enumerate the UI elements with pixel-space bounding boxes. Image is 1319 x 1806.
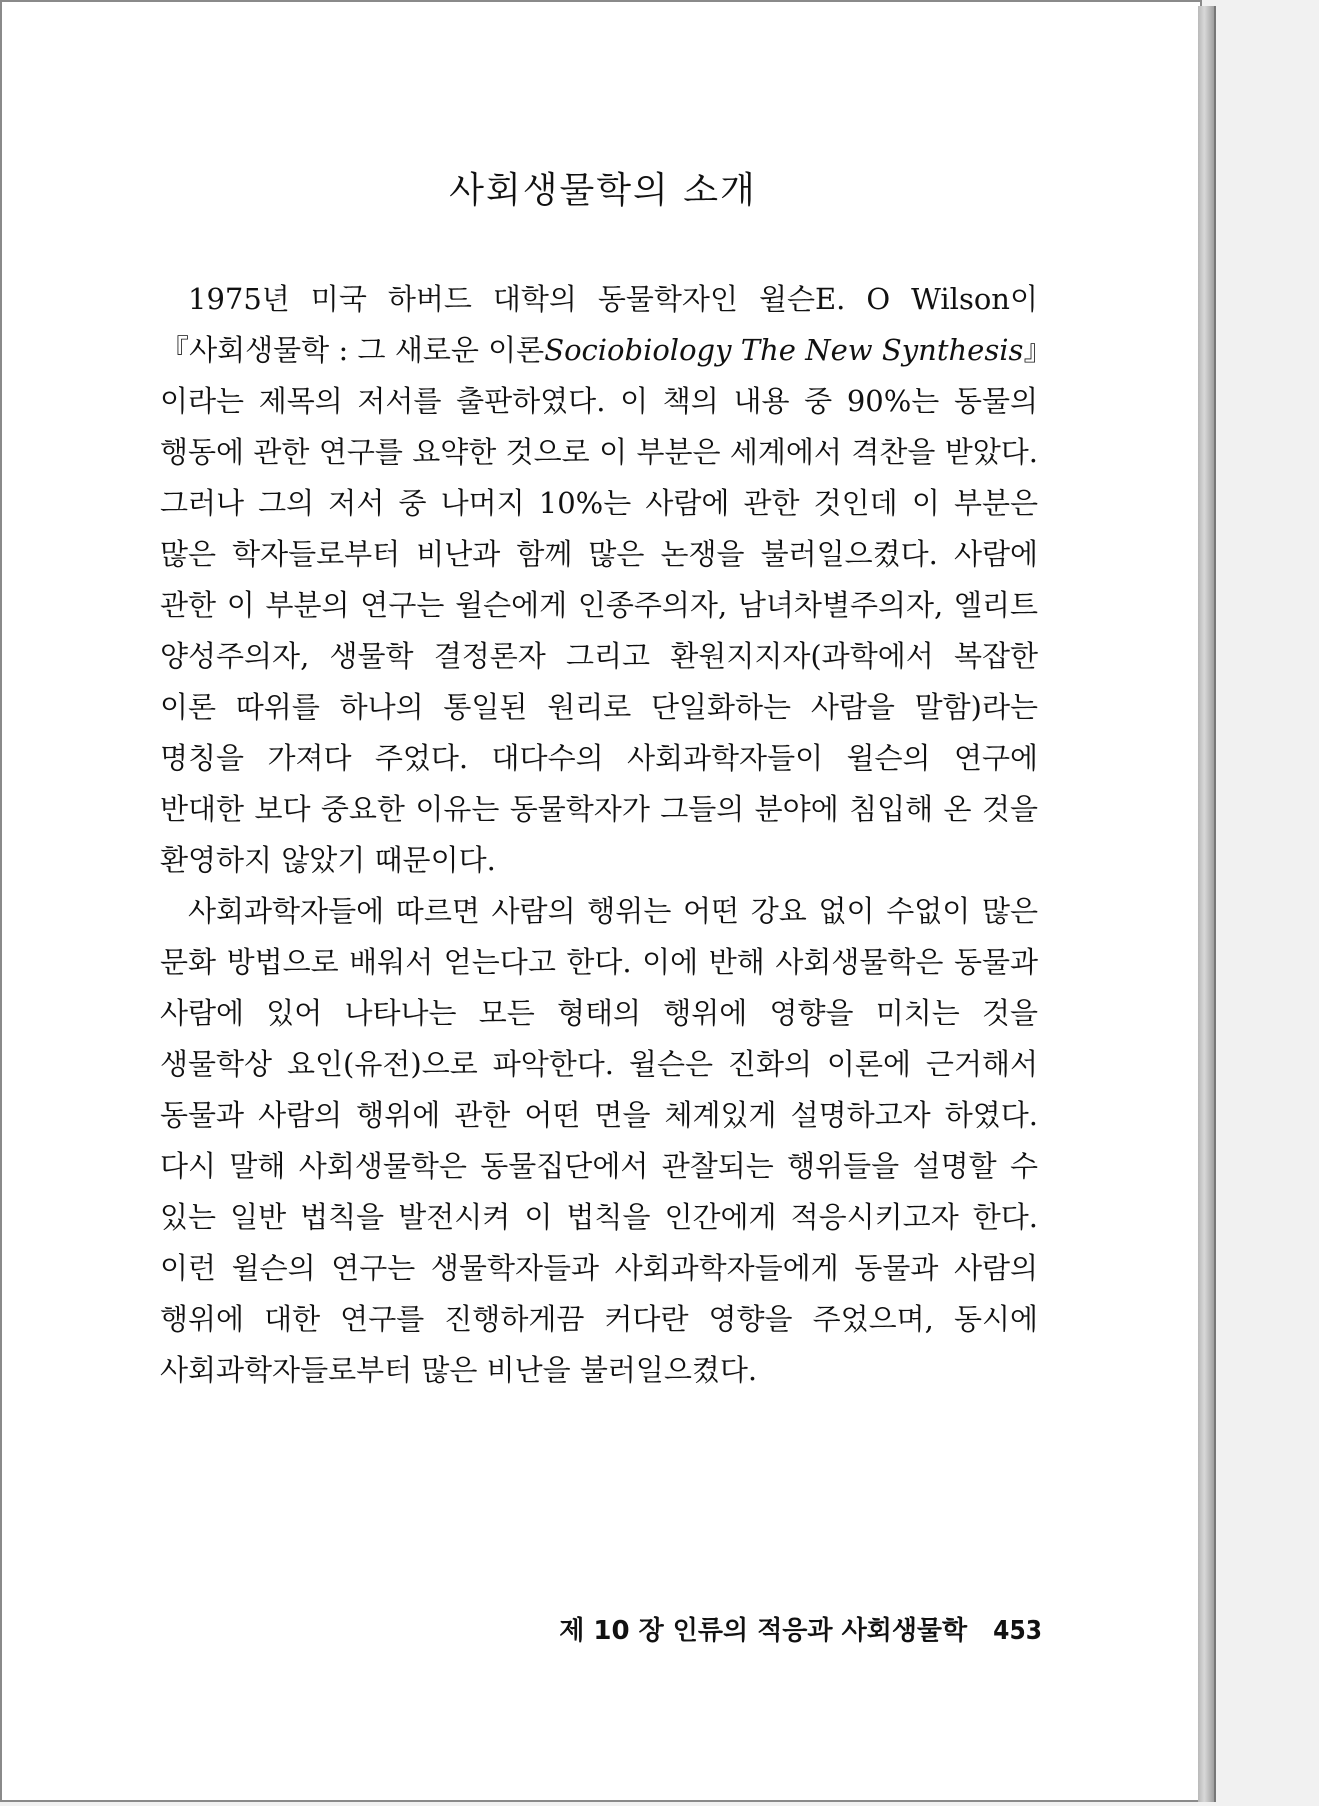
paragraph-1-text-before: 1975년 미국 하버드 대학의 동물학자인 윌슨E. O Wilson이 『사회생물학 : 그 새로운 이론 <box>160 282 1038 367</box>
page-stack-edge <box>1198 6 1216 1802</box>
paragraph-1-text-after: 』이라는 제목의 저서를 출판하였다. 이 책의 내용 중 90%는 동물의 행동에 관한 연구를 요약한 것으로 이 부분은 세계에서 격찬을 받았다. 그러나 그의 저서 중 나머지 10%는 사람에 관한 것인데 이 부분은 많은 학자들로부터 비난과 함께 많은 논쟁을 불러일으켰다. 사람에 관한 이 부분의 연구는 윌슨에게 인종주의자, 남녀차별주의자, 엘리트 양성주의자, 생물학 결정론자 그리고 환원지지자(과학에서 복잡한 이론 따위를 하나의 통일된 원리로 단일화하는 사람을 말함)라는 명칭을 가져다 주었다. 대다수의 사회과학자들이 윌슨의 연구에 반대한 보다 중요한 이유는 동물학자가 그들의 분야에 침입해 온 것을 환영하지 않았기 때문이다. <box>160 333 1038 877</box>
body-text <box>160 274 1038 1396</box>
running-footer <box>559 1610 1042 1647</box>
page-title: 사회생물학의 소개 <box>449 170 757 211</box>
page-number: 453 <box>993 1616 1042 1646</box>
chapter-title: 제 10 장 인류의 적응과 사회생물학 <box>559 1616 968 1646</box>
paragraph-1 <box>160 274 1038 886</box>
paragraph-1-citation: Sociobiology The New Synthesis <box>544 333 1024 367</box>
paragraph-2: 사회과학자들에 따르면 사람의 행위는 어떤 강요 없이 수없이 많은 문화 방법으로 배워서 얻는다고 한다. 이에 반해 사회생물학은 동물과 사람에 있어 나타나는 모든 형태의 행위에 영향을 미치는 것을 생물학상 요인(유전)으로 파악한다. 윌슨은 진화의 이론에 근거해서 동물과 사람의 행위에 관한 어떤 면을 체계있게 설명하고자 하였다. 다시 말해 사회생물학은 동물집단에서 관찰되는 행위들을 설명할 수 있는 일반 법칙을 발전시켜 이 법칙을 인간에게 적응시키고자 한다. 이런 윌슨의 연구는 생물학자들과 사회과학자들에게 동물과 사람의 행위에 대한 연구를 진행하게끔 커다란 영향을 주었으며, 동시에 사회과학자들로부터 많은 비난을 불러일으켰다. <box>160 894 1038 1387</box>
